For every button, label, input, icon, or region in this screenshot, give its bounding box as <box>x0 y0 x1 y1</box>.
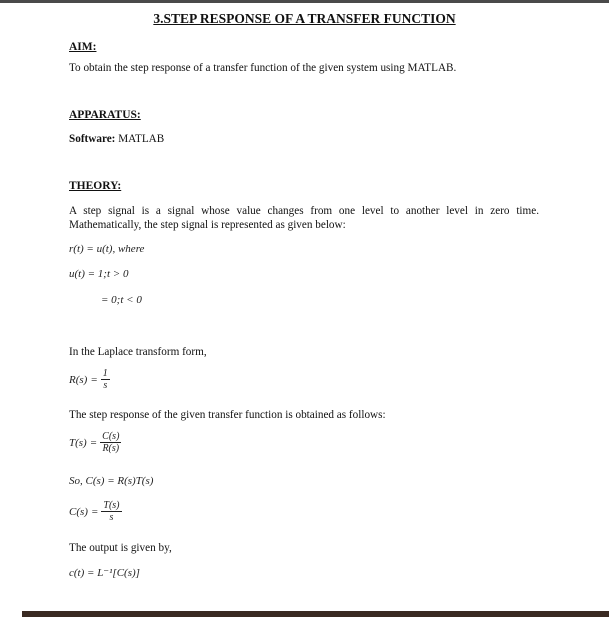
laplace-denominator: s <box>103 380 108 391</box>
laplace-intro: In the Laplace transform form, <box>69 346 207 358</box>
transfer-numerator: C(s) <box>102 431 120 442</box>
page-title: 3.STEP RESPONSE OF A TRANSFER FUNCTION <box>153 11 456 26</box>
aim-text: To obtain the step response of a transfer function of the given system using MATLAB. <box>69 62 457 74</box>
software-line <box>69 133 164 145</box>
equation-output-product: So, C(s) = R(s)T(s) <box>69 475 154 487</box>
step-response-intro: The step response of the given transfer function is obtained as follows: <box>69 409 386 421</box>
aim-heading: AIM: <box>69 41 97 53</box>
output-denominator: s <box>109 512 114 523</box>
software-label: Software: <box>69 133 116 145</box>
bottom-border <box>22 611 609 617</box>
equation-transfer-function: T(s) = $\frac{C(s)}{R(s)}$ <box>69 431 120 454</box>
equation-unit-step-positive: u(t) = 1;t > 0 <box>69 268 129 280</box>
output-intro: The output is given by, <box>69 542 172 554</box>
apparatus-heading: APPARATUS: <box>69 109 141 121</box>
equation-laplace-step: R(s) = $\frac{1}{s}$ <box>69 368 108 391</box>
equation-unit-step-negative: = 0;t < 0 <box>101 294 142 306</box>
laplace-lhs: R(s) <box>69 373 88 386</box>
output-numerator: T(s) <box>103 500 120 511</box>
software-value: MATLAB <box>115 133 165 145</box>
laplace-numerator: 1 <box>102 368 108 379</box>
transfer-denominator: R(s) <box>102 443 120 454</box>
theory-heading: THEORY: <box>69 180 122 192</box>
equation-output-step: C(s) = $\frac{T(s)}{s}$ <box>69 500 120 523</box>
theory-paragraph: A step signal is a signal whose value changes from one level to another level in zero time. Mathematically, the step signal is represented as given below: <box>69 205 539 231</box>
equation-inverse-laplace: c(t) = L⁻¹[C(s)] <box>69 567 140 579</box>
top-border <box>0 0 609 3</box>
transfer-lhs: T(s) <box>69 436 87 449</box>
output-lhs: C(s) <box>69 505 88 518</box>
equation-step-signal: r(t) = u(t), where <box>69 243 145 255</box>
